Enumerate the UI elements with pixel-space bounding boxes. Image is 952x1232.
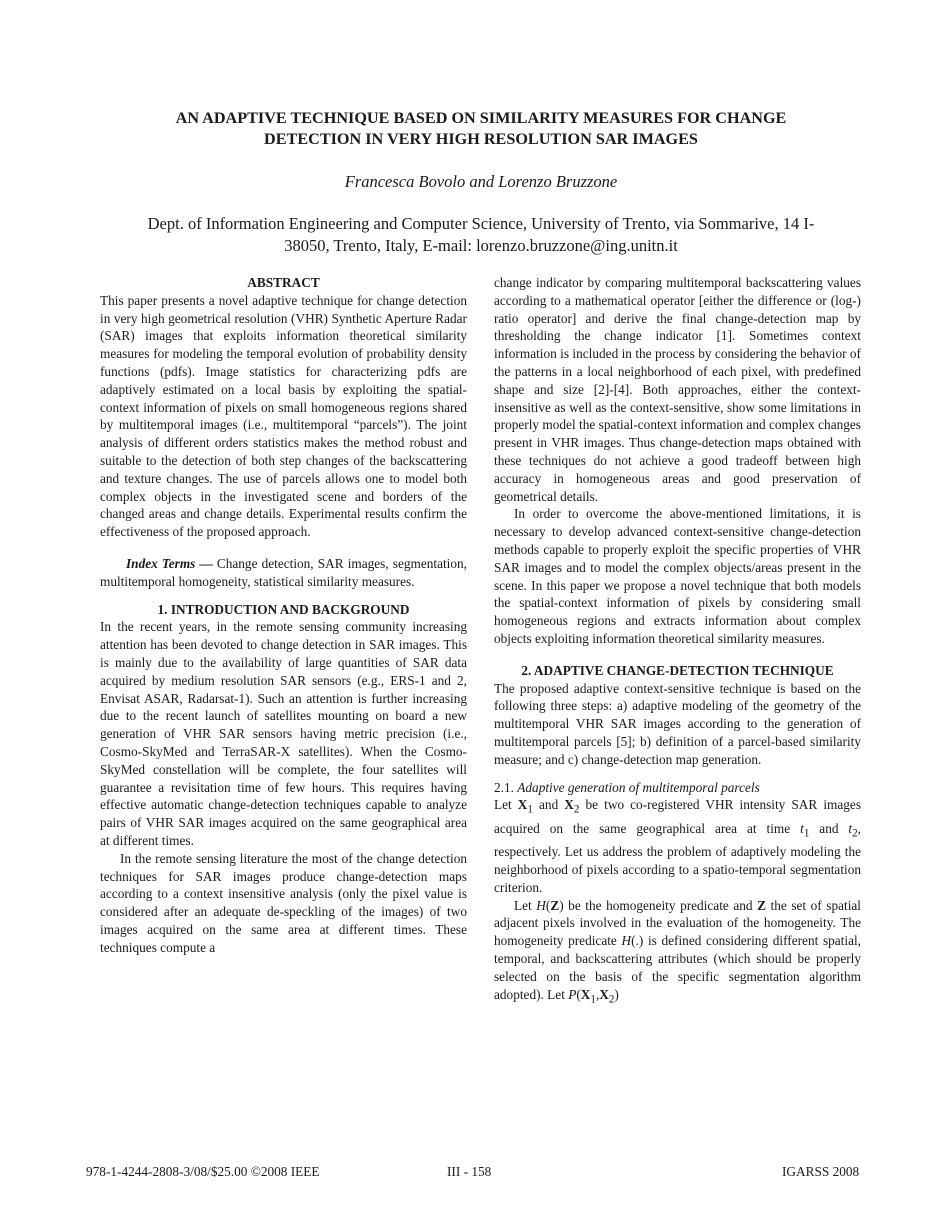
index-terms-text: Change detection, SAR images, segmentation, multitemporal homogeneity, statistical similarity measures. bbox=[100, 555, 468, 589]
title-line-1: AN ADAPTIVE TECHNIQUE BASED ON SIMILARITY MEASURES FOR CHANGE bbox=[175, 109, 787, 127]
abstract-heading: ABSTRACT bbox=[247, 275, 320, 290]
authors: Francesca Bovolo and Lorenzo Bruzzone bbox=[344, 172, 618, 191]
affiliation-line-1: Dept. of Information Engineering and Computer Science, University of Trento, via Sommarive, 14 I- bbox=[147, 214, 815, 233]
affiliation bbox=[100, 213, 862, 256]
paper-title bbox=[100, 108, 862, 150]
left-column bbox=[100, 274, 467, 956]
section-2-heading: 2. ADAPTIVE CHANGE-DETECTION TECHNIQUE bbox=[521, 662, 834, 678]
section-2-paragraph-3: Let H(Z) be the homogeneity predicate and Z the set of spatial adjacent pixels involved in the evaluation of the homogeneity. The homogeneity predicate H(.) is defined considering different spatial, temporal, and backscattering attributes (which should be properly selected on the basis of the specific segmentation algorithm adopted). Let $P(X_1,X_2)$ bbox=[494, 897, 862, 1006]
intro-paragraph-1: In the recent years, in the remote sensing community increasing attention has been devoted to change detection in SAR images. This is mainly due to the availability of large quantities of SAR data acquired by medium resolution SAR sensors (e.g., ERS-1 and 2, Envisat ASAR, Radarsat-1). Such an attention is further increasing due to the recent launch of satellites mounting on board a new generation of VHR SAR sensors having metric precision (i.e., Cosmo-SkyMed and TerraSAR-X satellites). When the Cosmo-SkyMed constellation will be complete, the four satellites will guarantee a revisitation time of few hours. This requires having effective automatic change-detection techniques capable to analyze pairs of VHR SAR images acquired on the same geographical area at different times. bbox=[100, 619, 467, 848]
footer-conference: IGARSS 2008 bbox=[782, 1164, 860, 1179]
section-2-paragraph-2: Let $X_1$ and $X_2$ be two co-registered VHR intensity SAR images acquired on the same geographical area at time $t_1$ and $t_2$, respectively. Let us address the problem of adaptively modeling the neighborhood of pixels according to a spatio-temporal segmentation criterion. bbox=[494, 797, 861, 895]
intro-paragraph-2: In the remote sensing literature the most of the change detection techniques for SAR images produce change-detection maps according to a context insensitive analysis (only the pixel value is considered after an adequate de-speckling of the images) of two images acquired on the same area at different times. These techniques compute a bbox=[100, 850, 467, 955]
subsection-title: Adaptive generation of multitemporal parcels bbox=[517, 779, 760, 795]
footer-isbn: 978-1-4244-2808-3/08/$25.00 ©2008 IEEE bbox=[86, 1164, 320, 1179]
footer-page-number: III - 158 bbox=[447, 1164, 492, 1179]
section-2-paragraph-1: The proposed adaptive context-sensitive technique is based on the following three steps: a) adaptive modeling of the geometry of the multitemporal VHR SAR images according to the generation of multitemporal parcels [5]; b) definition of a parcel-based similarity measure; and c) change-detection map generation. bbox=[494, 680, 861, 767]
section-1-heading: 1. INTRODUCTION AND BACKGROUND bbox=[157, 601, 410, 617]
abstract-text: This paper presents a novel adaptive technique for change detection in very high geometrical resolution (VHR) Synthetic Aperture Radar (SAR) images that exploits information theoretical similarity measures for modeling the temporal evolution of probability density functions (pdfs). Image statistics for characterizing pdfs are adaptively estimated on a local basis by exploiting the spatial-context information of pixels on small homogeneous regions shared by multitemporal images (i.e., multitemporal “parcels”). The joint analysis of different orders statistics makes the method robust and suitable to the detection of both step changes of the backscattering and texture changes. The use of parcels allows one to model both complex objects in the investigated scene and borders of the changed areas and change details. Experimental results confirm the effectiveness of the proposed approach. bbox=[100, 292, 467, 540]
affiliation-line-2: 38050, Trento, Italy, E-mail: lorenzo.bruzzone@ing.unitn.it bbox=[284, 235, 678, 255]
right-column bbox=[494, 274, 861, 1009]
intro-paragraph-2-continued: change indicator by comparing multitemporal backscattering values according to a mathematical operator [either the difference or (log-) ratio operator] and derive the final change-detection map by thresholding the change indicator [1]. Sometimes context information is included in the process by considering the behavior of the patterns in a local neighborhood of each pixel, with predefined shape and size [2]-[4]. Both approaches, either the context-insensitive as well as the context-sensitive, show some limitations in properly model the spatial-context information and complex changes present in VHR images. Thus change-detection maps obtained with these techniques do not achieve a good tradeoff between high accuracy in homogeneous areas and good preservation of geometrical details. bbox=[494, 275, 861, 504]
subsection-number: 2.1. bbox=[494, 779, 514, 795]
index-terms bbox=[100, 555, 467, 591]
subsection-2-1-heading bbox=[494, 779, 861, 797]
index-terms-label: Index Terms — bbox=[126, 555, 213, 571]
title-line-2: DETECTION IN VERY HIGH RESOLUTION SAR IMAGES bbox=[264, 130, 698, 148]
intro-paragraph-3: In order to overcome the above-mentioned limitations, it is necessary to develop advanced context-sensitive change-detection methods capable to properly exploit the specific properties of VHR SAR images and to model the complex objects/areas present in the scene. In this paper we propose a novel technique that both models the spatial-context information of pixels by considering small homogeneous regions and extracts information about complex objects exploiting information theoretical similarity measures. bbox=[494, 506, 861, 646]
